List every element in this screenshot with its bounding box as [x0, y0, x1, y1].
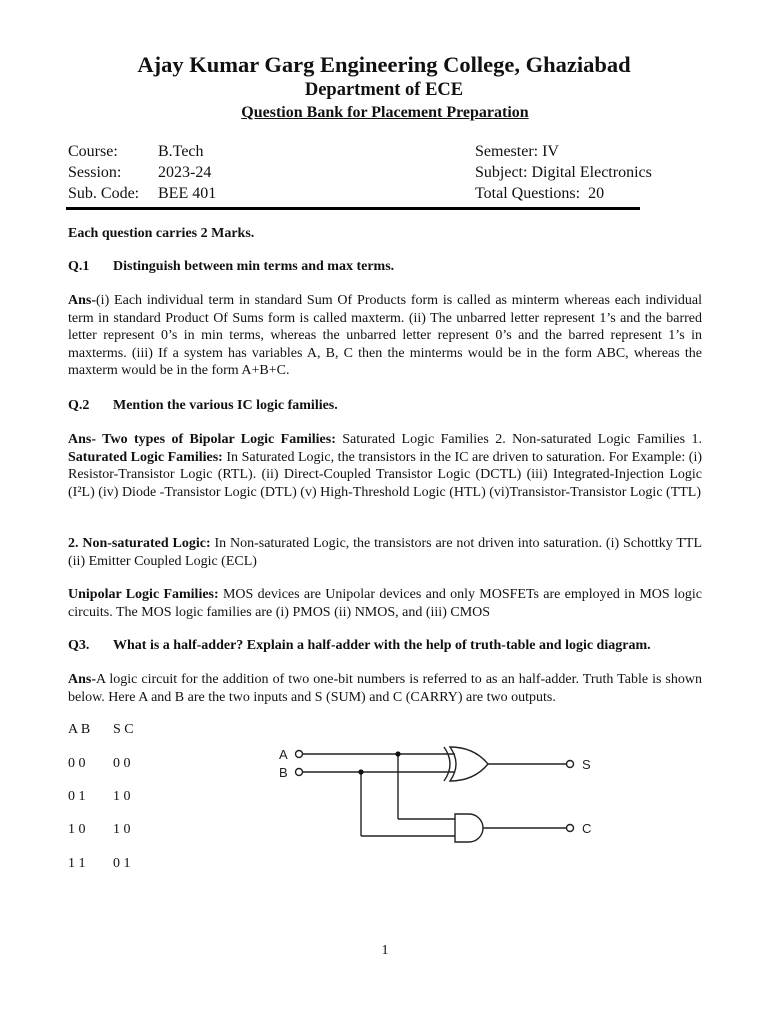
input-b-label: B: [279, 765, 288, 780]
truth-table-cell: 0 1: [68, 789, 86, 804]
q2-saturated-label: Saturated Logic Families:: [68, 449, 223, 465]
junction-a: [395, 751, 400, 756]
q2-number: Q.2: [68, 398, 90, 413]
q3-number: Q3.: [68, 638, 90, 653]
q2-saturated-text: In Saturated Logic, the transistors in the IC are driven to saturation. For Example: (i) Resistor-Transistor Logic (RTL). (ii) Direct-Coupled Transistor Logic (DCTL) (iii) Integrated-Injection Logic (I²L) (iv) Diode -Transistor Logic (DTL) (v) High-Threshold Logic (HTL) (vi)Transistor-Transistor Logic (TTL): [68, 449, 702, 500]
course-label: Course:: [68, 143, 118, 160]
total-questions: Total Questions: 20: [475, 185, 605, 202]
q1-answer: [68, 292, 702, 380]
truth-table-cell: 1 0: [68, 822, 86, 837]
truth-table-header-outputs: S C: [113, 722, 134, 737]
q2-bipolar-label: Ans- Two types of Bipolar Logic Families:: [68, 432, 336, 447]
marks-note: Each question carries 2 Marks.: [68, 226, 255, 241]
truth-table-cell: 1 0: [113, 789, 131, 804]
q3-question: What is a half-adder? Explain a half-adder with the help of truth-table and logic diagram.: [113, 638, 651, 653]
q1-number: Q.1: [68, 259, 90, 274]
q3-ans-label: Ans-: [68, 672, 97, 687]
q2-nonsaturated-text: In Non-saturated Logic, the transistors are not driven into saturation. (i) Schottky TTL (ii) Emitter Coupled Logic (ECL): [68, 536, 702, 569]
q1-ans-label: Ans-: [68, 293, 97, 308]
q1-question: Distinguish between min terms and max terms.: [113, 259, 395, 274]
course-value: B.Tech: [158, 143, 204, 160]
input-b-terminal: [296, 769, 303, 776]
truth-table-cell: 0 1: [113, 856, 131, 871]
output-s-label: S: [582, 757, 591, 772]
truth-table-cell: 0 0: [68, 756, 86, 771]
q2-nonsaturated-label: 2. Non-saturated Logic:: [68, 536, 211, 551]
truth-table-cell: 0 0: [113, 756, 131, 771]
q1-answer-text: (i) Each individual term in standard Sum Of Products form is called as minterm whereas each individual term in standard Product Of Sums form is called maxterm. (ii) The unbarred letter represent 1’s and the barred letter represent 0’s in min terms, whereas the unbarred letter represent 0’s and the barred represent 1’s in maxterms. (iii) If a system has variables A, B, C then the minterms would be in the form ABC, whereas the maxterm would be in the form A+B+C.: [68, 293, 702, 379]
header-rule: [66, 207, 640, 210]
q2-paragraph-bipolar: [68, 431, 702, 501]
subcode-value: BEE 401: [158, 185, 217, 202]
q2-question: Mention the various IC logic families.: [113, 398, 338, 413]
session-label: Session:: [68, 164, 122, 181]
department-name: Department of ECE: [304, 80, 464, 100]
junction-b: [358, 769, 363, 774]
q2-paragraph-unipolar: [68, 586, 702, 621]
q3-answer: [68, 671, 702, 706]
input-a-terminal: [296, 751, 303, 758]
q3-answer-text: A logic circuit for the addition of two one-bit numbers is referred to as an half-adder. Truth Table is shown below. Here A and B are the two inputs and S (SUM) and C (CARRY) are two outputs.: [68, 672, 702, 705]
document-title: Question Bank for Placement Preparation: [241, 104, 529, 121]
page-number: 1: [381, 943, 389, 958]
input-a-label: A: [279, 747, 288, 762]
xor-gate-extra-arc: [444, 747, 450, 781]
q2-unipolar-label: Unipolar Logic Families:: [68, 587, 219, 602]
truth-table-cell: 1 0: [113, 822, 131, 837]
xor-gate: [450, 747, 488, 781]
q2-unipolar-text: MOS devices are Unipolar devices and only MOSFETs are employed in MOS logic circuits. The MOS logic families are (i) PMOS (ii) NMOS, and (iii) CMOS: [68, 587, 702, 620]
output-c-terminal: [567, 825, 574, 832]
output-c-label: C: [582, 821, 592, 836]
q2-bipolar-text: Saturated Logic Families 2. Non-saturated Logic Families 1.: [335, 432, 702, 447]
subcode-label: Sub. Code:: [68, 185, 140, 202]
college-name: Ajay Kumar Garg Engineering College, Ghaziabad: [137, 52, 631, 77]
half-adder-diagram: [270, 735, 610, 845]
semester: Semester: IV: [475, 143, 559, 160]
q2-paragraph-nonsaturated: [68, 535, 702, 570]
session-value: 2023-24: [158, 164, 212, 181]
and-gate: [455, 814, 483, 842]
subject: Subject: Digital Electronics: [475, 164, 652, 181]
truth-table-header-inputs: A B: [68, 722, 91, 737]
output-s-terminal: [567, 761, 574, 768]
truth-table-cell: 1 1: [68, 856, 86, 871]
